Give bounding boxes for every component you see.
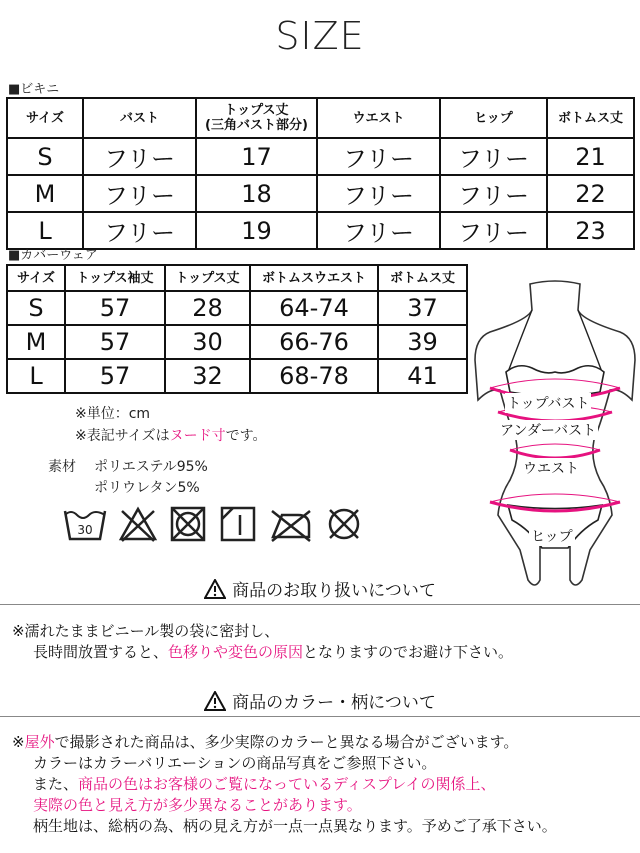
color-heading-text: 商品のカラー・柄について xyxy=(232,693,436,713)
table-cell: 68-78 xyxy=(250,359,378,393)
table-cell: 41 xyxy=(378,359,467,393)
table-cell: L xyxy=(7,212,83,249)
header-hip: ヒップ xyxy=(440,98,547,138)
table-cell: 64-74 xyxy=(250,291,378,325)
header-size: サイズ xyxy=(7,265,65,291)
header-sleeve-length: トップス袖丈 xyxy=(65,265,165,291)
header-bottoms-length: ボトムス丈 xyxy=(547,98,634,138)
nude-size-note xyxy=(75,425,267,445)
table-cell: M xyxy=(7,175,83,212)
table-cell: 17 xyxy=(196,138,317,175)
under-bust-label: アンダーバスト xyxy=(498,420,598,440)
unit-note: ※単位：cm xyxy=(75,406,151,422)
wash-temp-label: 30 xyxy=(77,523,93,537)
color-line-3-pre: また、 xyxy=(33,775,79,793)
handling-heading xyxy=(0,576,640,601)
table-cell: 32 xyxy=(165,359,250,393)
handling-line-2-post: となりますのでお避け下さい。 xyxy=(303,643,514,661)
color-line-1-post: で撮影された商品は、多少実際のカラーと異なる場合がございます。 xyxy=(54,733,519,751)
color-line-1 xyxy=(12,732,557,753)
top-bust-label: トップバスト xyxy=(505,393,591,413)
table-cell: L xyxy=(7,359,65,393)
warning-icon xyxy=(204,691,226,711)
color-line-1-pre: ※ xyxy=(12,733,25,751)
header-tops-length: トップス丈 xyxy=(165,265,250,291)
hang-dry-icon xyxy=(218,505,258,543)
header-waist: ウエスト xyxy=(317,98,440,138)
color-line-2: カラーはカラーバリエーションの商品写真をご参照下さい。 xyxy=(33,754,437,772)
table-cell: S xyxy=(7,138,83,175)
table-cell: 30 xyxy=(165,325,250,359)
header-size: サイズ xyxy=(7,98,83,138)
torso-illustration xyxy=(470,280,640,600)
waist-label: ウエスト xyxy=(521,458,581,478)
table-row xyxy=(7,138,634,175)
table-cell: 18 xyxy=(196,175,317,212)
material-line-1: ポリエステル95% xyxy=(94,459,208,475)
color-line-3 xyxy=(12,774,557,795)
divider xyxy=(0,604,640,605)
table-cell: 39 xyxy=(378,325,467,359)
header-tops-length-sub: (三角バスト部分) xyxy=(205,118,308,133)
table-cell: フリー xyxy=(83,212,196,249)
no-bleach-icon xyxy=(118,505,158,543)
nude-note-pre: ※表記サイズは xyxy=(75,428,170,444)
table-cell: 28 xyxy=(165,291,250,325)
table-row xyxy=(7,359,467,393)
handling-note xyxy=(12,621,513,663)
header-bottoms-length: ボトムス丈 xyxy=(378,265,467,291)
page-title: SIZE xyxy=(275,14,365,58)
header-tops-length xyxy=(196,98,317,138)
table-cell: フリー xyxy=(83,175,196,212)
table-cell: フリー xyxy=(83,138,196,175)
table-cell: 22 xyxy=(547,175,634,212)
color-heading xyxy=(0,688,640,713)
table-cell: フリー xyxy=(317,212,440,249)
nude-note-post: です。 xyxy=(225,428,267,444)
color-note xyxy=(12,732,557,837)
table-cell: 19 xyxy=(196,212,317,249)
table-cell: M xyxy=(7,325,65,359)
material-label: 素材 xyxy=(48,459,76,475)
iron-low-icon xyxy=(268,505,314,543)
color-line-3-highlight: 商品の色はお客様のご覧になっているディスプレイの関係上、 xyxy=(78,775,496,793)
handling-heading-text: 商品のお取り扱いについて xyxy=(232,581,436,601)
no-tumble-dry-icon xyxy=(168,505,208,543)
table-cell: S xyxy=(7,291,65,325)
header-bottoms-waist: ボトムスウエスト xyxy=(250,265,378,291)
table-row xyxy=(7,291,467,325)
material-line-2: ポリウレタン5% xyxy=(94,480,200,496)
color-line-1-highlight: 屋外 xyxy=(24,733,55,751)
divider xyxy=(0,716,640,717)
care-icons xyxy=(62,505,364,545)
table-row xyxy=(7,212,634,249)
wash-30-icon xyxy=(62,505,108,543)
hip-label: ヒップ xyxy=(529,526,575,546)
table-cell: 21 xyxy=(547,138,634,175)
table-header-row xyxy=(7,98,634,138)
color-line-4: 実際の色と見え方が多少異なることがあります。 xyxy=(33,796,362,814)
table-cell: フリー xyxy=(440,175,547,212)
handling-line-2-highlight: 色移りや変色の原因 xyxy=(168,643,304,661)
handling-line-2 xyxy=(12,642,513,663)
warning-icon xyxy=(204,579,226,599)
table-cell: 57 xyxy=(65,291,165,325)
table-row xyxy=(7,175,634,212)
header-tops-length-main: トップス丈 xyxy=(224,103,289,118)
table-cell: 66-76 xyxy=(250,325,378,359)
table-cell: フリー xyxy=(440,138,547,175)
table-cell: 57 xyxy=(65,325,165,359)
bikini-size-table xyxy=(6,97,635,250)
table-cell: 57 xyxy=(65,359,165,393)
bikini-section-label: ■ビキニ xyxy=(8,82,60,97)
handling-line-2-pre: 長時間放置すると、 xyxy=(33,643,169,661)
no-dry-clean-icon xyxy=(324,505,364,543)
table-cell: 23 xyxy=(547,212,634,249)
handling-line-1: ※濡れたままビニール製の袋に密封し、 xyxy=(12,622,280,640)
nude-note-highlight: ヌード寸 xyxy=(169,428,226,444)
table-cell: フリー xyxy=(317,138,440,175)
table-cell: 37 xyxy=(378,291,467,325)
body-figure xyxy=(470,280,640,604)
table-row xyxy=(7,325,467,359)
table-header-row xyxy=(7,265,467,291)
table-cell: フリー xyxy=(317,175,440,212)
table-cell: フリー xyxy=(440,212,547,249)
color-line-5: 柄生地は、総柄の為、柄の見え方が一点一点異なります。予めご了承下さい。 xyxy=(33,817,557,835)
cover-section-label: ■カバーウェア xyxy=(8,248,98,263)
cover-size-table xyxy=(6,264,468,394)
header-bust: バスト xyxy=(83,98,196,138)
